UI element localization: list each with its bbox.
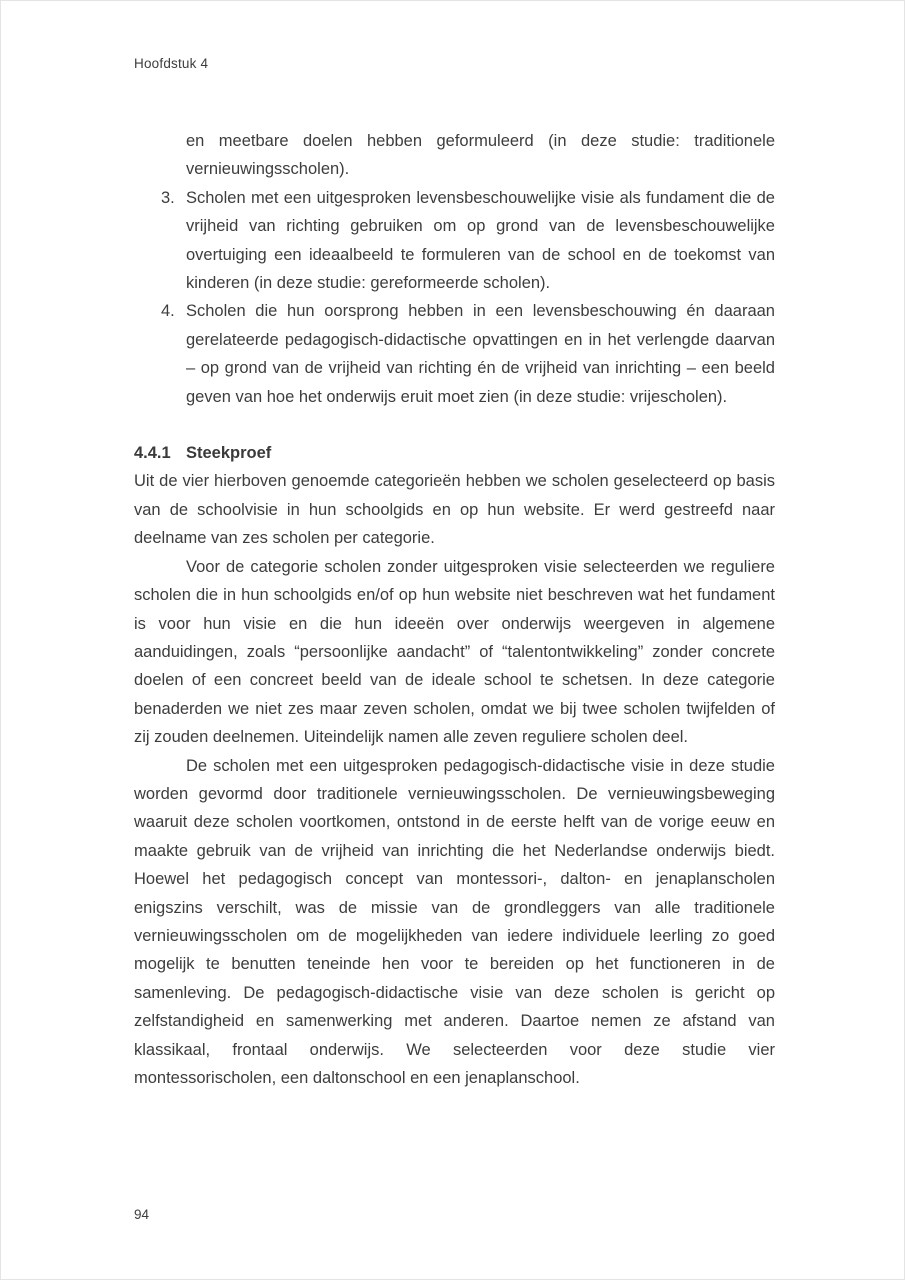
list-item-3: [134, 184, 775, 298]
paragraph-2: Voor de categorie scholen zonder uitgesproken visie selecteerden we reguliere scholen die in hun schoolgids en/of op hun website niet beschreven wat het fundament is voor hun visie en die hun ideeën over onderwijs weergeven in algemene aanduidingen, zoals “persoonlijke aandacht” of “talentontwikkeling” zonder concrete doelen of een concreet beeld van de ideale school te schetsen. In deze categorie benaderden we niet zes maar zeven scholen, omdat we bij twee scholen twijfelden of zij zouden deelnemen. Uiteindelijk namen alle zeven reguliere scholen deel.: [134, 557, 775, 747]
list-item-text: Scholen die hun oorsprong hebben in een levensbeschouwing én daaraan gerelateerde pedagogisch-didactische opvattingen en in het verlengde daarvan – op grond van de vrijheid van richting én de vrijheid van inrichting – een beeld geven van hoe het onderwijs eruit moet zien (in deze studie: vrijescholen).: [186, 302, 775, 406]
paragraph-3: De scholen met een uitgesproken pedagogisch-didactische visie in deze studie worden gevormd door traditionele vernieuwingsscholen. De vernieuwingsbeweging waaruit deze scholen voortkomen, ontstond in de eerste helft van de vorige eeuw en maakte gebruik van de vrijheid van inrichting die het Nederlandse onderwijs biedt. Hoewel het pedagogisch concept van montessori-, dalton- en jenaplanscholen enigszins verschilt, was de missie van de grondleggers van alle traditionele vernieuwingsscholen om de mogelijkheden van iedere individuele leerling zo goed mogelijk te benutten teneinde hen voor te bereiden op het functioneren in de samenleving. De pedagogisch-didactische visie van deze scholen is gericht op zelfstandigheid en samenwerking met anderen. Daartoe nemen ze afstand van klassikaal, frontaal onderwijs. We selecteerden voor deze studie vier montessorischolen, een daltonschool en een jenaplanschool.: [134, 756, 775, 1087]
running-header: Hoofdstuk 4: [134, 56, 209, 71]
page-content: [134, 127, 775, 1092]
section-title: Steekproef: [186, 444, 272, 463]
list-item-4: [134, 297, 775, 411]
section-heading: [134, 439, 775, 467]
page-number: 94: [134, 1207, 150, 1222]
section-number: 4.4.1: [134, 444, 171, 463]
list-item-continuation: en meetbare doelen hebben geformuleerd (in deze studie: traditionele vernieuwingsscholen).: [186, 132, 775, 179]
list-item-number: 3.: [161, 188, 175, 207]
list-item-number: 4.: [161, 302, 175, 321]
paragraph-1: Uit de vier hierboven genoemde categorieën hebben we scholen geselecteerd op basis van de schoolvisie in hun schoolgids en op hun website. Er werd gestreefd naar deelname van zes scholen per categorie.: [134, 472, 775, 548]
list-item-text: Scholen met een uitgesproken levensbeschouwelijke visie als fundament die de vrijheid van richting gebruiken om op grond van de levensbeschouwelijke overtuiging een ideaalbeeld te formuleren van de school en de toekomst van kinderen (in deze studie: gereformeerde scholen).: [186, 188, 775, 293]
